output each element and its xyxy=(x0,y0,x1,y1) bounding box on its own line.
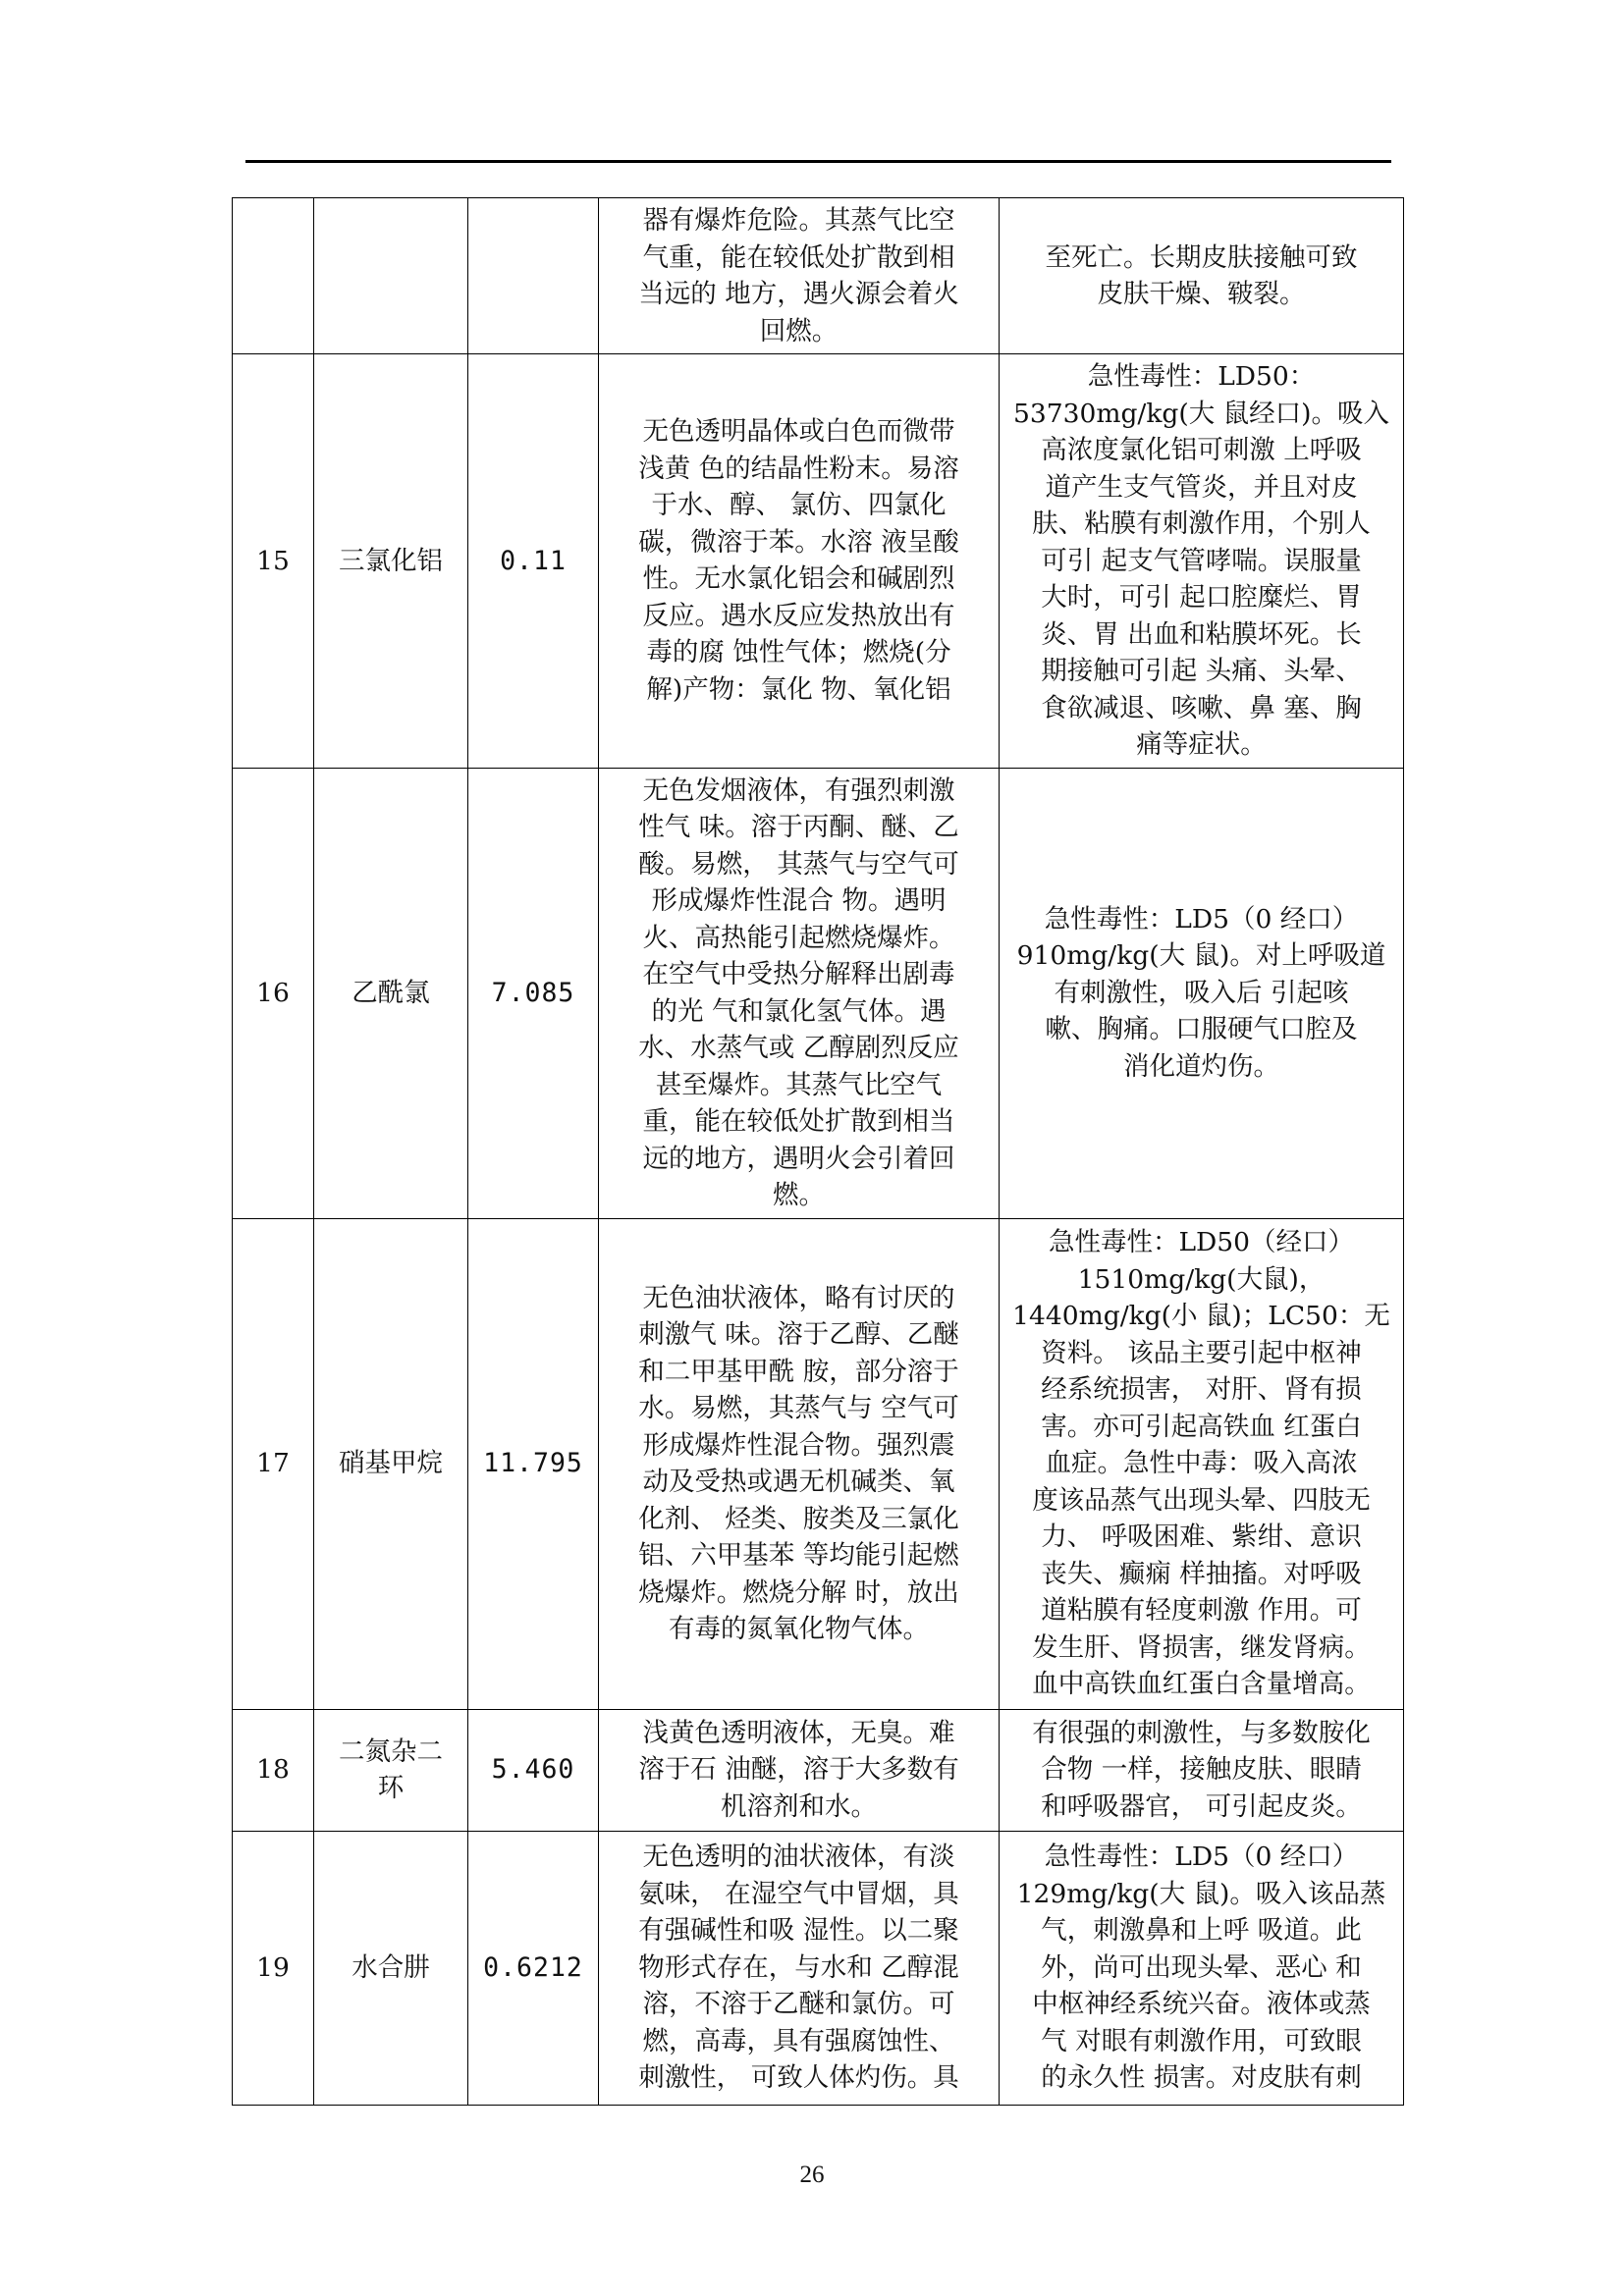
quantity-cell xyxy=(468,198,599,354)
chemical-name-cell: 硝基甲烷 xyxy=(314,1218,468,1709)
quantity-cell: 5.460 xyxy=(468,1709,599,1831)
toxicity-cell: 急性毒性：LD50： 53730mg/kg(大 鼠经口)。吸入 高浓度氯化铝可刺激 上呼吸 道产生支气管炎，并且对皮 肤、粘膜有刺激作用，个别人 可引 起支气管哮喘。误服量 大时，可引 起口腔糜烂、胃 炎、胃 出血和粘膜坏死。长 期接触可引起 头痛、头晕、 食欲减退、咳嗽、鼻 塞、胸 痛等症状。 xyxy=(1000,354,1404,769)
chemical-name-cell: 乙酰氯 xyxy=(314,768,468,1218)
toxicity-cell: 急性毒性：LD5（0 经口） 129mg/kg(大 鼠)。吸入该品蒸 气，刺激鼻和上呼 吸道。此 外，尚可出现头晕、恶心 和 中枢神经系统兴奋。液体或蒸 气 对眼有刺激作用，可致眼 的永久性 损害。对皮肤有刺 xyxy=(1000,1831,1404,2105)
quantity-cell: 11.795 xyxy=(468,1218,599,1709)
table-row xyxy=(233,1218,1404,1709)
quantity-cell: 0.11 xyxy=(468,354,599,769)
table-row xyxy=(233,198,1404,354)
table-row xyxy=(233,354,1404,769)
properties-cell: 无色油状液体，略有讨厌的 刺激气 味。溶于乙醇、乙醚 和二甲基甲酰 胺，部分溶于 水。易燃，其蒸气与 空气可 形成爆炸性混合物。强烈震 动及受热或遇无机碱类、氧 化剂、 烃类、胺类及三氯化 铝、六甲基苯 等均能引起燃 烧爆炸。燃烧分解 时，放出 有毒的氮氧化物气体。 xyxy=(599,1218,1000,1709)
chemical-name-cell xyxy=(314,198,468,354)
row-number-cell: 18 xyxy=(233,1709,314,1831)
chemical-name-cell: 三氯化铝 xyxy=(314,354,468,769)
table-row xyxy=(233,768,1404,1218)
properties-cell: 浅黄色透明液体，无臭。难 溶于石 油醚，溶于大多数有 机溶剂和水。 xyxy=(599,1709,1000,1831)
toxicity-cell: 至死亡。长期皮肤接触可致 皮肤干燥、皲裂。 xyxy=(1000,198,1404,354)
row-number-cell: 17 xyxy=(233,1218,314,1709)
properties-cell: 器有爆炸危险。其蒸气比空 气重，能在较低处扩散到相 当远的 地方，遇火源会着火 回燃。 xyxy=(599,198,1000,354)
header-rule xyxy=(245,160,1391,163)
row-number-cell: 16 xyxy=(233,768,314,1218)
chemical-name-cell: 二氮杂二 环 xyxy=(314,1709,468,1831)
chemical-name-cell: 水合肼 xyxy=(314,1831,468,2105)
toxicity-cell: 急性毒性：LD5（0 经口） 910mg/kg(大 鼠)。对上呼吸道 有刺激性，吸入后 引起咳 嗽、胸痛。口服硬气口腔及 消化道灼伤。 xyxy=(1000,768,1404,1218)
row-number-cell: 19 xyxy=(233,1831,314,2105)
properties-cell: 无色透明晶体或白色而微带 浅黄 色的结晶性粉末。易溶 于水、醇、 氯仿、四氯化 碳，微溶于苯。水溶 液呈酸 性。无水氯化铝会和碱剧烈 反应。遇水反应发热放出有 毒的腐 蚀性气体；燃烧(分 解)产物：氯化 物、氧化铝 xyxy=(599,354,1000,769)
quantity-cell: 0.6212 xyxy=(468,1831,599,2105)
table-row xyxy=(233,1831,1404,2105)
properties-cell: 无色透明的油状液体，有淡 氨味， 在湿空气中冒烟，具 有强碱性和吸 湿性。以二聚 物形式存在，与水和 乙醇混 溶，不溶于乙醚和氯仿。可 燃，高毒，具有强腐蚀性、 刺激性， 可致人体灼伤。具 xyxy=(599,1831,1000,2105)
toxicity-cell: 急性毒性：LD50（经口） 1510mg/kg(大鼠)， 1440mg/kg(小 鼠)；LC50：无 资料。 该品主要引起中枢神 经系统损害， 对肝、肾有损 害。亦可引起高铁血 红蛋白 血症。急性中毒：吸入高浓 度该品蒸气出现头晕、四肢无 力、 呼吸困难、紫绀、意识 丧失、癫痫 样抽搐。对呼吸 道粘膜有轻度刺激 作用。可 发生肝、肾损害，继发肾病。 血中高铁血红蛋白含量增高。 xyxy=(1000,1218,1404,1709)
properties-cell: 无色发烟液体，有强烈刺激 性气 味。溶于丙酮、醚、乙 酸。易燃， 其蒸气与空气可 形成爆炸性混合 物。遇明 火、高热能引起燃烧爆炸。 在空气中受热分解释出剧毒 的光 气和氯化氢气体。遇 水、水蒸气或 乙醇剧烈反应 甚至爆炸。其蒸气比空气 重，能在较低处扩散到相当 远的地方，遇明火会引着回 燃。 xyxy=(599,768,1000,1218)
page-number: 26 xyxy=(799,2162,825,2188)
row-number-cell xyxy=(233,198,314,354)
row-number-cell: 15 xyxy=(233,354,314,769)
table-row xyxy=(233,1709,1404,1831)
toxicity-cell: 有很强的刺激性，与多数胺化 合物 一样，接触皮肤、眼睛 和呼吸器官， 可引起皮炎。 xyxy=(1000,1709,1404,1831)
chemical-hazard-table xyxy=(232,197,1404,2106)
quantity-cell: 7.085 xyxy=(468,768,599,1218)
